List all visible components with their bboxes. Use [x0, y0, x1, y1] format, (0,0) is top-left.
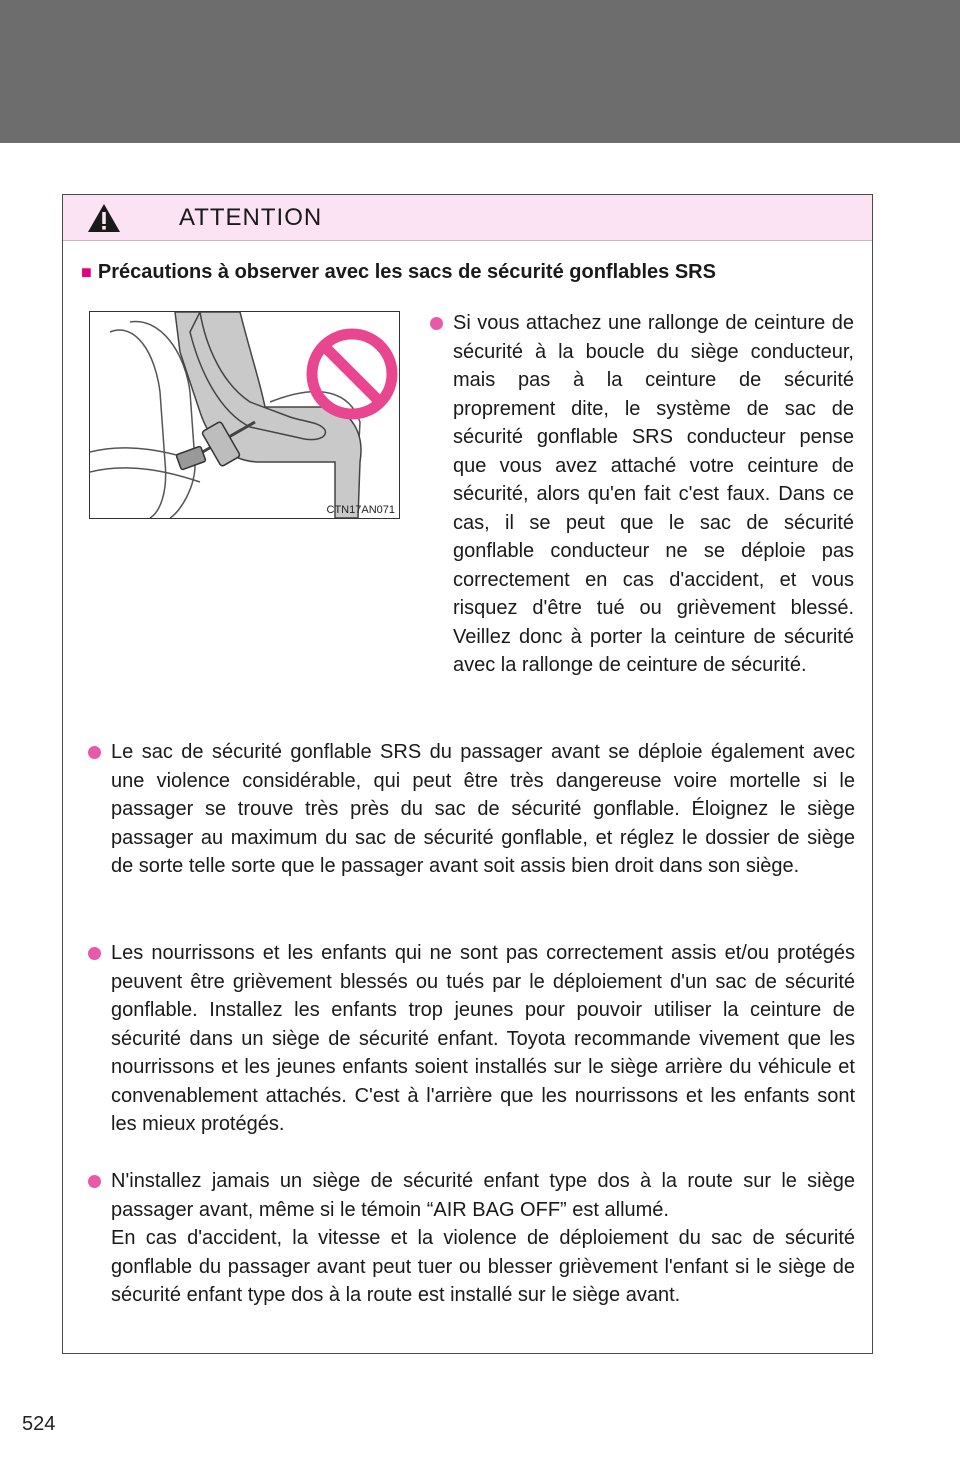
bullet-item: [111, 738, 855, 881]
caution-box: [62, 194, 873, 1354]
bullet-item: [111, 939, 855, 1139]
section-heading-text: Précautions à observer avec les sacs de sécurité gonflables SRS: [97, 261, 716, 283]
illustration-code: CTN17AN071: [326, 504, 395, 516]
bullet-text: N'installez jamais un siège de sécurité enfant type dos à la route sur le siège passager avant, même si le témoin “AIR BAG OFF” est allumé.: [111, 1170, 855, 1221]
prohibition-icon: [312, 334, 392, 414]
section-heading: [81, 259, 861, 285]
bullet-item: [111, 1167, 855, 1310]
bullet-text: Le sac de sécurité gonflable SRS du passager avant se déploie également avec une violence considérable, qui peut être très dangereuse voire mortelle si le passager se trouve très près du sac de sécurité gonflable. Éloignez le siège passager au maximum du sac de sécurité gonflable, et réglez le dossier de siège de sorte telle sorte que le passager avant soit assis bien droit dans son siège.: [111, 741, 855, 877]
square-bullet-icon: ■: [81, 262, 92, 282]
seated-driver-figure: [90, 312, 399, 518]
page-header-band: [0, 0, 960, 143]
seatbelt-illustration: [89, 311, 400, 519]
warning-triangle-icon: [87, 203, 121, 233]
bullet-text-continued: En cas d'accident, la vitesse et la violence de déploiement du sac de sécurité gonflable du passager avant peut tuer ou blesser grièvement l'enfant si le siège de sécurité enfant type dos à la route est installé sur le siège avant.: [111, 1227, 855, 1306]
caution-title: ATTENTION: [179, 204, 323, 231]
bullet-text: Les nourrissons et les enfants qui ne sont pas correctement assis et/ou protégés peuvent être grièvement blessés ou tués par le déploiement d'un sac de sécurité gonflable. Installez les enfants trop jeunes pour pouvoir utiliser la ceinture de sécurité dans un siège de sécurité enfant. Toyota recommande vivement que les nourrissons et les jeunes enfants soient installés sur le siège arrière du véhicule et convenablement attachés. C'est à l'arrière que les nourrissons et les enfants sont les mieux protégés.: [111, 942, 855, 1135]
bullet-dot-icon: [88, 746, 101, 759]
bullet-dot-icon: [88, 1175, 101, 1188]
bullet-text: Si vous attachez une rallonge de ceinture de sécurité à la boucle du siège conducteur, mais pas à la ceinture de sécurité proprement dite, le système de sac de sécurité gonflable SRS conducteur pense que vous avez attaché votre ceinture de sécurité, alors qu'en fait c'est faux. Dans ce cas, il se peut que le sac de sécurité gonflable conducteur ne se déploie pas correctement en cas d'accident, et vous risquez d'être tué ou grièvement blessé. Veillez donc à porter la ceinture de sécurité avec la rallonge de ceinture de sécurité.: [453, 312, 854, 676]
page-number: 524: [22, 1413, 56, 1435]
caution-header: [63, 195, 872, 241]
bullet-dot-icon: [88, 947, 101, 960]
bullet-dot-icon: [430, 317, 443, 330]
bullet-item: [453, 309, 854, 680]
